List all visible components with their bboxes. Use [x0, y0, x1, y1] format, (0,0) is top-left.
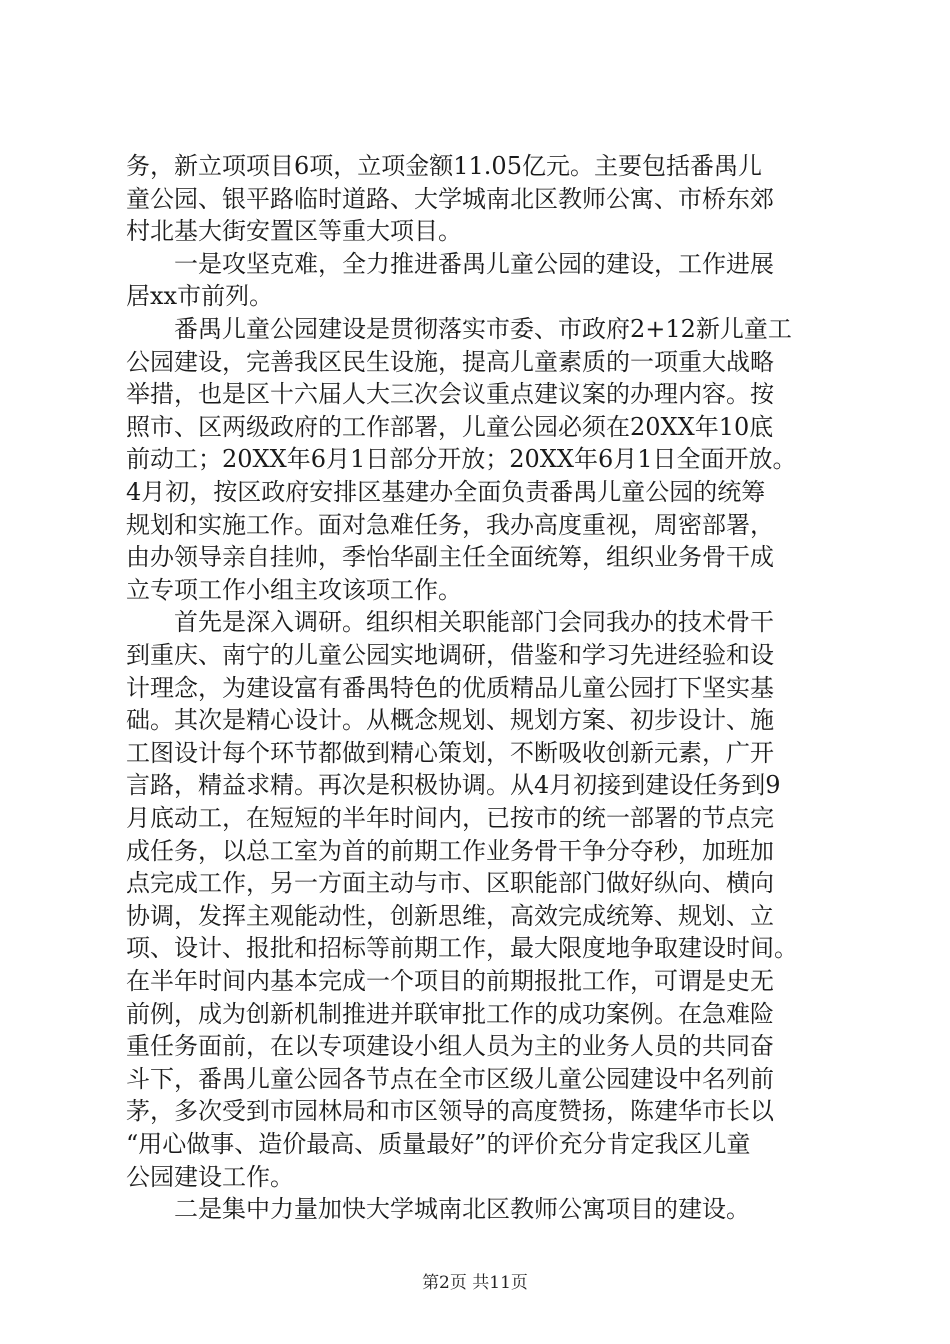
page-number: 第2页 共11页: [422, 1273, 528, 1293]
text-line: 茅，多次受到市园林局和市区领导的高度赞扬，陈建华市长以: [126, 1097, 774, 1126]
text-line: 4月初，按区政府安排区基建办全面负责番禺儿童公园的统筹: [126, 478, 766, 506]
text-line: 举措，也是区十六届人大三次会议重点建议案的办理内容。按: [126, 380, 774, 409]
text-line: 前动工；20XX年6月1日部分开放；20XX年6月1日全面开放。: [126, 445, 797, 474]
text-line: 重任务面前，在以专项建设小组人员为主的业务人员的共同奋: [126, 1032, 774, 1061]
page-footer: [0, 1272, 950, 1294]
text-line: 点完成工作，另一方面主动与市、区职能部门做好纵向、横向: [126, 869, 774, 898]
text-line: 首先是深入调研。组织相关职能部门会同我办的技术骨干: [126, 608, 774, 637]
text-line: 斗下，番禺儿童公园各节点在全市区级儿童公园建设中名列前: [126, 1064, 774, 1093]
text-line: 协调，发挥主观能动性，创新思维，高效完成统筹、规划、立: [126, 901, 774, 930]
text-line: 规划和实施工作。面对急难任务，我办高度重视，周密部署，: [126, 510, 774, 539]
text-line: 础。其次是精心设计。从概念规划、规划方案、初步设计、施: [126, 706, 774, 735]
text-line: 项、设计、报批和招标等前期工作，最大限度地争取建设时间。: [126, 934, 798, 963]
text-line: 言路，精益求精。再次是积极协调。从4月初接到建设任务到9: [126, 771, 781, 800]
text-line: 立专项工作小组主攻该项工作。: [126, 575, 462, 604]
text-line: 成任务，以总工室为首的前期工作业务骨干争分夺秒，加班加: [126, 836, 774, 865]
text-line: 由办领导亲自挂帅，季怡华副主任全面统筹，组织业务骨干成: [126, 543, 774, 572]
text-line: 在半年时间内基本完成一个项目的前期报批工作，可谓是史无: [126, 967, 774, 995]
text-line: 童公园、银平路临时道路、大学城南北区教师公寓、市桥东郊: [126, 184, 774, 213]
text-line: 村北基大街安置区等重大项目。: [126, 217, 462, 246]
text-line: 务，新立项项目6项，立项金额11.05亿元。主要包括番禺儿: [126, 152, 762, 180]
text-line: 一是攻坚克难，全力推进番禺儿童公园的建设，工作进展: [126, 249, 774, 278]
text-line: 公园建设，完善我区民生设施，提高儿童素质的一项重大战略: [126, 347, 774, 376]
text-line: 工图设计每个环节都做到精心策划，不断吸收创新元素，广开: [126, 738, 774, 767]
text-line: 居xx市前列。: [126, 282, 274, 311]
text-line: “用心做事、造价最高、质量最好”的评价充分肯定我区儿童: [126, 1130, 751, 1158]
text-line: 番禺儿童公园建设是贯彻落实市委、市政府2+12新儿童工: [126, 315, 792, 343]
text-line: 计理念，为建设富有番禺特色的优质精品儿童公园打下坚实基: [126, 673, 774, 702]
text-line: 二是集中力量加快大学城南北区教师公寓项目的建设。: [126, 1195, 750, 1224]
text-line: 月底动工，在短短的半年时间内，已按市的统一部署的节点完: [126, 804, 774, 832]
text-line: 前例，成为创新机制推进并联审批工作的成功案例。在急难险: [126, 999, 774, 1028]
text-line: 照市、区两级政府的工作部署，儿童公园必须在20XX年10底: [126, 412, 774, 441]
text-line: 公园建设工作。: [126, 1162, 294, 1191]
text-line: 到重庆、南宁的儿童公园实地调研，借鉴和学习先进经验和设: [126, 641, 774, 669]
